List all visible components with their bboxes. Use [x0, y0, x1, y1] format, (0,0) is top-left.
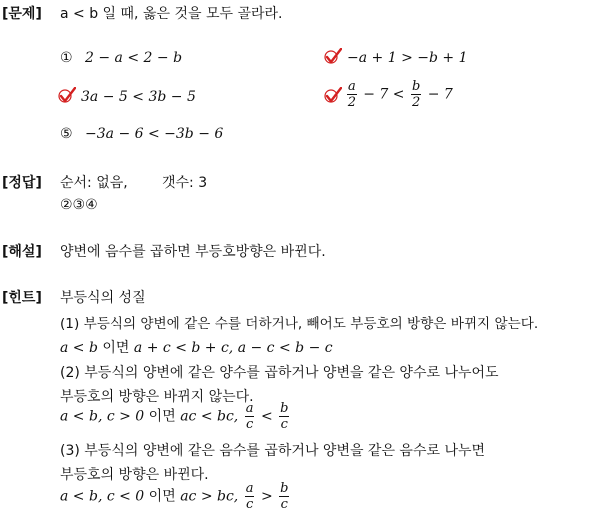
hint-line-4: 부등호의 방향은 바뀌지 않는다.	[60, 389, 254, 405]
check-mark-icon	[324, 48, 342, 64]
choice-1-expr: 2 − a < 2 − b	[85, 50, 183, 66]
hint-line-5-then: 이면	[148, 408, 176, 425]
hint-line-2	[60, 337, 333, 357]
choice-4-mid: − 7 <	[363, 86, 405, 103]
hint-line-8-den-2: c	[280, 497, 288, 512]
choice-2-expr: −a + 1 > −b + 1	[347, 50, 468, 66]
hint-line-8	[60, 482, 291, 511]
choice-4-end: − 7	[427, 86, 453, 103]
hint-line-5-num-2: b	[280, 401, 289, 416]
hint-title: 부등식의 성질	[60, 290, 146, 306]
hint-line-8-cond: a < b, c < 0	[60, 488, 145, 505]
hint-line-5-op: <	[260, 408, 273, 425]
hint-line-3: (2) 부등식의 양변에 같은 양수를 곱하거나 양변을 같은 양수로 나누어도	[60, 365, 499, 381]
hint-line-8-num-1: a	[245, 481, 254, 496]
choice-4	[326, 80, 453, 109]
hint-line-5-cond: a < b, c > 0	[60, 408, 145, 425]
hint-line-7: 부등호의 방향은 바뀐다.	[60, 467, 209, 483]
hint-line-2-result: a + c < b + c, a − c < b − c	[133, 340, 333, 356]
hint-line-2-cond: a < b	[60, 340, 98, 356]
hint-line-5-num-1: a	[245, 401, 254, 416]
choice-5-mark: ⑤	[60, 126, 73, 142]
hint-line-5-den-2: c	[280, 417, 288, 432]
explanation-label: [해설]	[2, 244, 42, 260]
choice-3-expr: 3a − 5 < 3b − 5	[81, 89, 196, 105]
choice-1	[60, 50, 182, 66]
choice-4-num-a: a	[348, 79, 356, 94]
check-mark-icon	[324, 87, 342, 103]
hint-label: [힌트]	[2, 290, 42, 306]
hint-line-6: (3) 부등식의 양변에 같은 음수를 곱하거나 양변을 같은 음수로 나누면	[60, 443, 486, 459]
problem-label: [문제]	[2, 6, 42, 22]
choice-3	[60, 89, 196, 105]
choice-4-num-b: b	[411, 79, 421, 94]
hint-line-1: (1) 부등식의 양변에 같은 수를 더하거나, 빼어도 부등호의 방향은 바뀌지 않는다.	[60, 316, 539, 332]
choice-4-den-a: 2	[347, 95, 357, 110]
hint-line-5-den-1: c	[245, 417, 254, 432]
hint-line-2-then: 이면	[102, 340, 130, 356]
choice-5	[60, 126, 223, 142]
hint-line-8-then: 이면	[148, 488, 176, 505]
hint-line-5-result: ac < bc,	[180, 408, 239, 425]
check-mark-icon	[58, 87, 76, 103]
choice-4-den-b: 2	[411, 95, 421, 110]
choice-2	[326, 50, 468, 66]
hint-line-8-num-2: b	[280, 481, 289, 496]
hint-line-8-result: ac > bc,	[180, 488, 239, 505]
answer-marks: ②③④	[60, 197, 98, 213]
hint-line-5	[60, 402, 291, 431]
answer-label: [정답]	[2, 175, 42, 191]
problem-question: a < b 일 때, 옳은 것을 모두 골라라.	[60, 6, 283, 22]
hint-line-8-den-1: c	[245, 497, 254, 512]
answer-order: 순서: 없음,	[60, 175, 128, 191]
choice-1-mark: ①	[60, 50, 73, 66]
hint-line-8-op: >	[260, 488, 273, 505]
explanation-text: 양변에 음수를 곱하면 부등호방향은 바뀐다.	[60, 244, 326, 260]
answer-count: 갯수: 3	[162, 175, 208, 191]
choice-5-expr: −3a − 6 < −3b − 6	[85, 126, 224, 142]
